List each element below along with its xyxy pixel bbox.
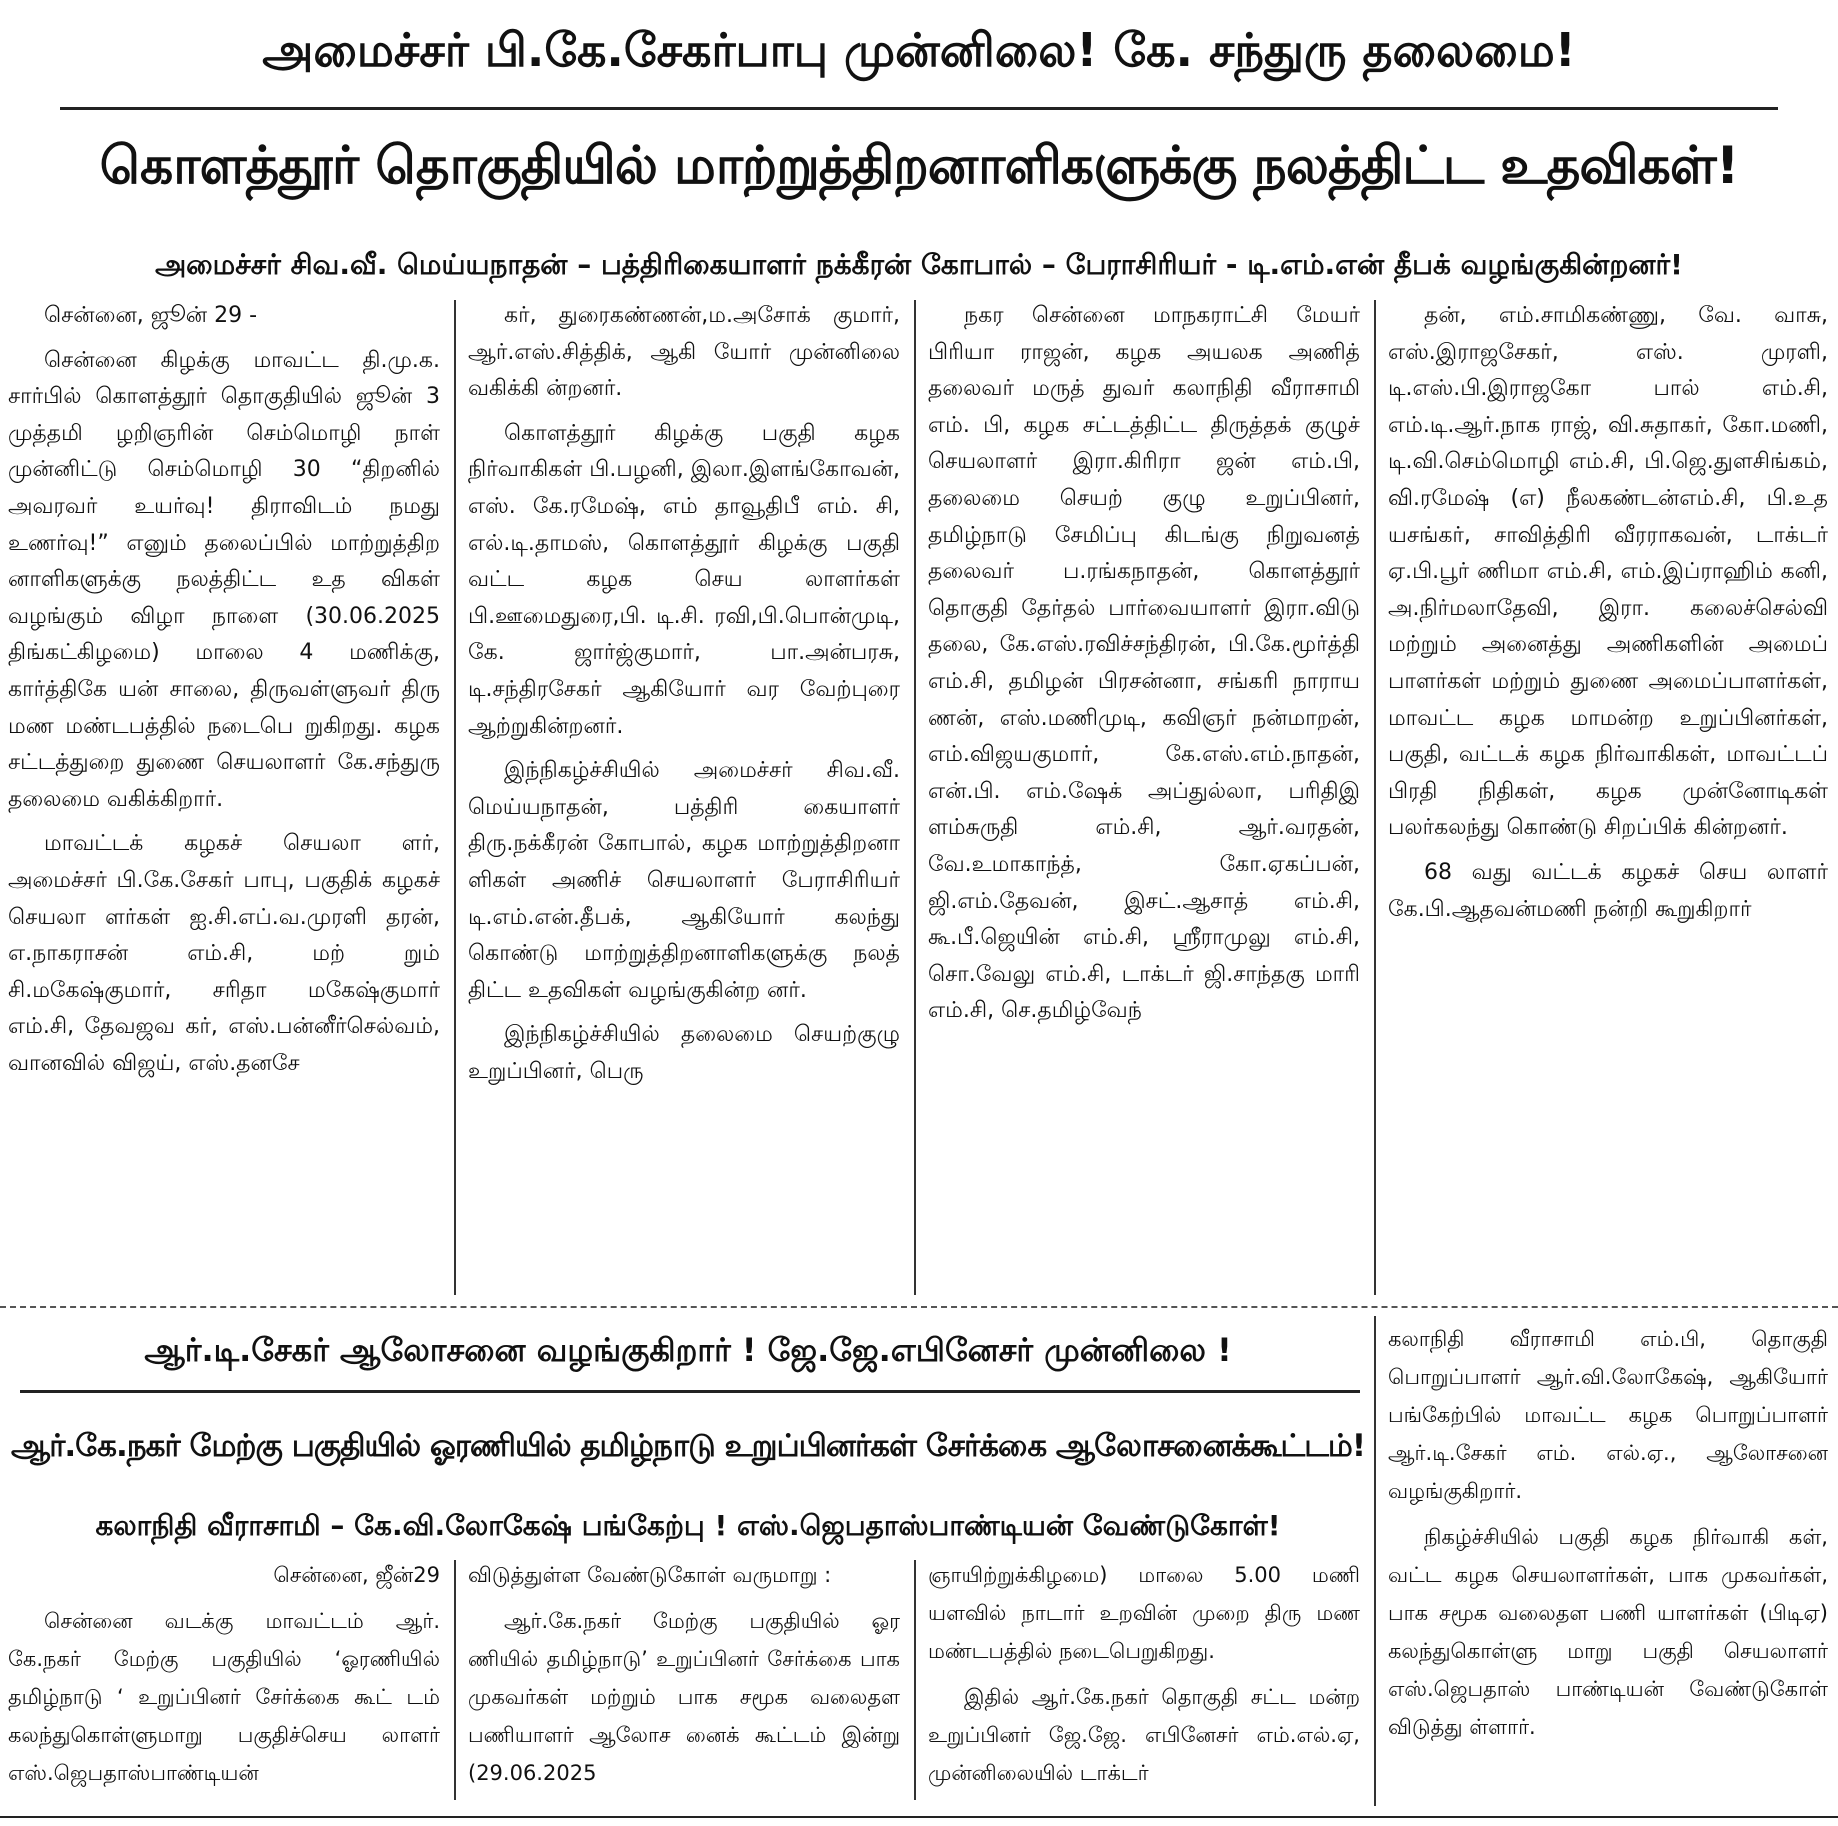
column-divider bbox=[454, 1560, 456, 1800]
divider-rule bbox=[60, 107, 1778, 110]
story1-paragraph: கர், துரைகண்ணன்,ம.அசோக் குமார், ஆர்.எஸ்.சித்திக், ஆகி யோர் முன்னிலை வகிக்கி ன்றனர். bbox=[468, 303, 900, 402]
column-divider bbox=[914, 1560, 916, 1800]
story1-column-2 bbox=[468, 298, 900, 1298]
story1-paragraph: நகர சென்னை மாநகராட்சி மேயர் பிரியா ராஜன், கழக அயலக அணித் தலைவர் மருத் துவர் கலாநிதி வீராசாமி எம். பி, கழக சட்டத்திட்ட திருத்தக் குழுச் செயலாளர் இரா.கிரிரா ஜன் எம்.பி, தலைமை செயற் குழு உறுப்பினர், தமிழ்நாடு சேமிப்பு கிடங்கு நிறுவனத் தலைவர் ப.ரங்கநாதன், கொளத்தூர் தொகுதி தேர்தல் பார்வையாளர் இரா.விடு தலை, கே.எஸ்.ரவிச்சந்திரன், பி.கே.மூர்த்தி எம்.சி, தமிழன் பிரசன்னா, சங்கரி நாராய ணன், எஸ்.மணிமுடி, கவிஞர் நன்மாறன், எம்.விஜயகுமார், கே.எஸ்.எம்.நாதன், என்.பி. எம்.ஷேக் அப்துல்லா, பரிதிஇ ளம்சுருதி எம்.சி, ஆர்.வரதன், வே.உமாகாந்த், கோ.ஏகப்பன், ஜி.எம்.தேவன், இசட்.ஆசாத் எம்.சி, கூ.பீ.ஜெயின் எம்.சி, ஸ்ரீராமுலு எம்.சி, சொ.வேலு எம்.சி, டாக்டர் ஜி.சாந்தகு மாரி எம்.சி, செ.தமிழ்வேந் bbox=[928, 303, 1360, 1024]
story1-paragraph: மாவட்டக் கழகச் செயலா ளர், அமைச்சர் பி.கே.சேகர் பாபு, பகுதிக் கழகச் செயலா ளர்கள் ஐ.சி.எப்.வ.முரளி தரன், எ.நாகராசன் எம்.சி, மற் றும் சி.மகேஷ்குமார், சரிதா மகேஷ்குமார் எம்.சி, தேவஜவ கர், எஸ்.பன்னீர்செல்வம், வானவில் விஜய், எஸ்.தனசே bbox=[8, 831, 440, 1076]
story2-paragraph: விடுத்துள்ள வேண்டுகோள் வருமாறு : bbox=[468, 1563, 832, 1587]
story2-paragraph: ஆர்.கே.நகர் மேற்கு பகுதியில் ஓர ணியில் தமிழ்நாடு’ உறுப்பினர் சேர்க்கை பாக முகவர்கள் மற்றும் பாக சமூக வலைதள பணியாளர் ஆலோச னைக் கூட்டம் இன்று (29.06.2025 bbox=[468, 1609, 900, 1785]
story1-paragraph: 68 வது வட்டக் கழகச் செய லாளர் கே.பி.ஆதவன்மணி நன்றி கூறுகிறார் bbox=[1388, 859, 1828, 922]
story2-paragraph: இதில் ஆர்.கே.நகர் தொகுதி சட்ட மன்ற உறுப்பினர் ஜே.ஜே. எபினேசர் எம்.எல்.ஏ, முன்னிலையில் டாக்டர் bbox=[928, 1685, 1360, 1785]
story2-column-2 bbox=[468, 1556, 900, 1806]
story1-column-1 bbox=[8, 298, 440, 1298]
story1-dateline: சென்னை, ஜூன் 29 - bbox=[44, 303, 258, 328]
story2-column-4 bbox=[1388, 1320, 1828, 1810]
story-separator bbox=[0, 1306, 1838, 1308]
story1-paragraph: கொளத்தூர் கிழக்கு பகுதி கழக நிர்வாகிகள் பி.பழனி, இலா.இளங்கோவன், எஸ். கே.ரமேஷ், எம் தாவூதிபீ எம். சி, எல்.டி.தாமஸ், கொளத்தூர் கிழக்கு பகுதி வட்ட கழக செய லாளர்கள் பி.ஊமைதுரை,பி. டி.சி. ரவி,பி.பொன்முடி, கே. ஜார்ஜ்குமார், பா.அன்பரசு, டி.சந்திரசேகர் ஆகியோர் வர வேற்புரை ஆற்றுகின்றனர். bbox=[468, 420, 900, 739]
story2-subhead: கலாநிதி வீராசாமி – கே.வி.லோகேஷ் பங்கேற்பு ! எஸ்.ஜெபதாஸ்பாண்டியன் வேண்டுகோள்! bbox=[95, 1509, 1281, 1542]
story1-paragraph: இந்நிகழ்ச்சியில் அமைச்சர் சிவ.வீ. மெய்யநாதன், பத்திரி கையாளர் திரு.நக்கீரன் கோபால், கழக மாற்றுத்திறனா ளிகள் அணிச் செயலாளர் பேராசிரியர் டி.எம்.என்.தீபக், ஆகியோர் கலந்து கொண்டு மாற்றுத்திறனாளிகளுக்கு நலத் திட்ட உதவிகள் வழங்குகின்ற னர். bbox=[468, 758, 900, 1003]
column-divider bbox=[1374, 300, 1376, 1295]
story2-paragraph: ஞாயிற்றுக்கிழமை) மாலை 5.00 மணி யளவில் நாடார் உறவின் முறை திரு மண மண்டபத்தில் நடைபெறுகிறது. bbox=[928, 1563, 1360, 1663]
story2-headline: ஆர்.கே.நகர் மேற்கு பகுதியில் ஓரணியில் தமிழ்நாடு உறுப்பினர்கள் சேர்க்கை ஆலோசனைக்கூட்டம்! bbox=[10, 1428, 1365, 1464]
story1-column-4 bbox=[1388, 298, 1828, 1298]
story1-subhead: அமைச்சர் சிவ.வீ. மெய்யநாதன் – பத்திரிகையாளர் நக்கீரன் கோபால் – பேராசிரியர் - டி.எம்.என் தீபக் வழங்குகின்றனர்! bbox=[155, 248, 1683, 281]
column-divider bbox=[914, 300, 916, 1295]
story2-column-1 bbox=[8, 1556, 440, 1806]
column-divider bbox=[1374, 1316, 1376, 1806]
story1-paragraph: இந்நிகழ்ச்சியில் தலைமை செயற்குழு உறுப்பினர், பெரு bbox=[468, 1022, 900, 1084]
story1-column-3 bbox=[928, 298, 1360, 1298]
story2-kicker: ஆர்.டி.சேகர் ஆலோசனை வழங்குகிறார் ! ஜே.ஜே.எபினேசர் முன்னிலை ! bbox=[144, 1331, 1232, 1369]
story2-paragraph: சென்னை வடக்கு மாவட்டம் ஆர். கே.நகர் மேற்கு பகுதியில் ‘ஓரணியில் தமிழ்நாடு ‘ உறுப்பினர் சேர்க்கை கூட் டம் கலந்துகொள்ளுமாறு பகுதிச்செய லாளர் எஸ்.ஜெபதாஸ்பாண்டியன் bbox=[8, 1609, 440, 1785]
story1-paragraph: சென்னை கிழக்கு மாவட்ட தி.மு.க. சார்பில் கொளத்தூர் தொகுதியில் ஜூன் 3 முத்தமி ழறிஞரின் செம்மொழி நாள் முன்னிட்டு செம்மொழி 30 “திறனில் அவரவர் உயர்வு! திராவிடம் நமது உணர்வு!” எனும் தலைப்பில் மாற்றுத்திற னாளிகளுக்கு நலத்திட்ட உத விகள் வழங்கும் விழா நாளை (30.06.2025 திங்கட்கிழமை) மாலை 4 மணிக்கு, கார்த்திகே யன் சாலை, திருவள்ளுவர் திரு மண மண்டபத்தில் நடைபெ றுகிறது. கழக சட்டத்துறை துணை செயலாளர் கே.சந்துரு தலைமை வகிக்கிறார். bbox=[8, 347, 440, 812]
divider-rule bbox=[20, 1390, 1360, 1393]
story1-kicker: அமைச்சர் பி.கே.சேகர்பாபு முன்னிலை! கே. சந்துரு தலைமை! bbox=[262, 23, 1576, 77]
story2-paragraph: நிகழ்ச்சியில் பகுதி கழக நிர்வாகி கள், வட்ட கழக செயலாளர்கள், பாக முகவர்கள், பாக சமூக வலைதள பணி யாளர்கள் (பிடிஏ) கலந்துகொள்ளு மாறு பகுதி செயலாளர் எஸ்.ஜெபதாஸ் பாண்டியன் வேண்டுகோள் விடுத்து ள்ளார். bbox=[1388, 1525, 1828, 1739]
story2-paragraph: கலாநிதி வீராசாமி எம்.பி, தொகுதி பொறுப்பாளர் ஆர்.வி.லோகேஷ், ஆகியோர் பங்கேற்பில் மாவட்ட கழக பொறுப்பாளர் ஆர்.டி.சேகர் எம். எல்.ஏ., ஆலோசனை வழங்குகிறார். bbox=[1388, 1327, 1828, 1503]
story2-dateline: சென்னை, ஜீன்29 bbox=[273, 1563, 440, 1587]
page-bottom-rule bbox=[0, 1816, 1838, 1818]
story2-column-3 bbox=[928, 1556, 1360, 1806]
story1-paragraph: தன், எம்.சாமிகண்ணு, வே. வாசு, எஸ்.இராஜசேகர், எஸ். முரளி, டி.எஸ்.பி.இராஜகோ பால் எம்.சி, எம்.டி.ஆர்.நாக ராஜ், வி.சுதாகர், கோ.மணி, டி.வி.செம்மொழி எம்.சி, பி.ஜெ.துளசிங்கம், வி.ரமேஷ் (எ) நீலகண்டன்எம்.சி, பி.உத யசங்கர், சாவித்திரி வீரராகவன், டாக்டர் ஏ.பி.பூர் ணிமா எம்.சி, எம்.இப்ராஹிம் கனி, அ.நிர்மலாதேவி, இரா. கலைச்செல்வி மற்றும் அனைத்து அணிகளின் அமைப் பாளர்கள் மற்றும் துணை அமைப்பாளர்கள், மாவட்ட கழக மாமன்ற உறுப்பினர்கள், பகுதி, வட்டக் கழக நிர்வாகிகள், மாவட்டப் பிரதி நிதிகள், கழக முன்னோடிகள் பலர்கலந்து கொண்டு சிறப்பிக் கின்றனர். bbox=[1388, 303, 1828, 841]
column-divider bbox=[454, 300, 456, 1295]
story1-headline: கொளத்தூர் தொகுதியில் மாற்றுத்திறனாளிகளுக்கு நலத்திட்ட உதவிகள்! bbox=[99, 136, 1739, 196]
